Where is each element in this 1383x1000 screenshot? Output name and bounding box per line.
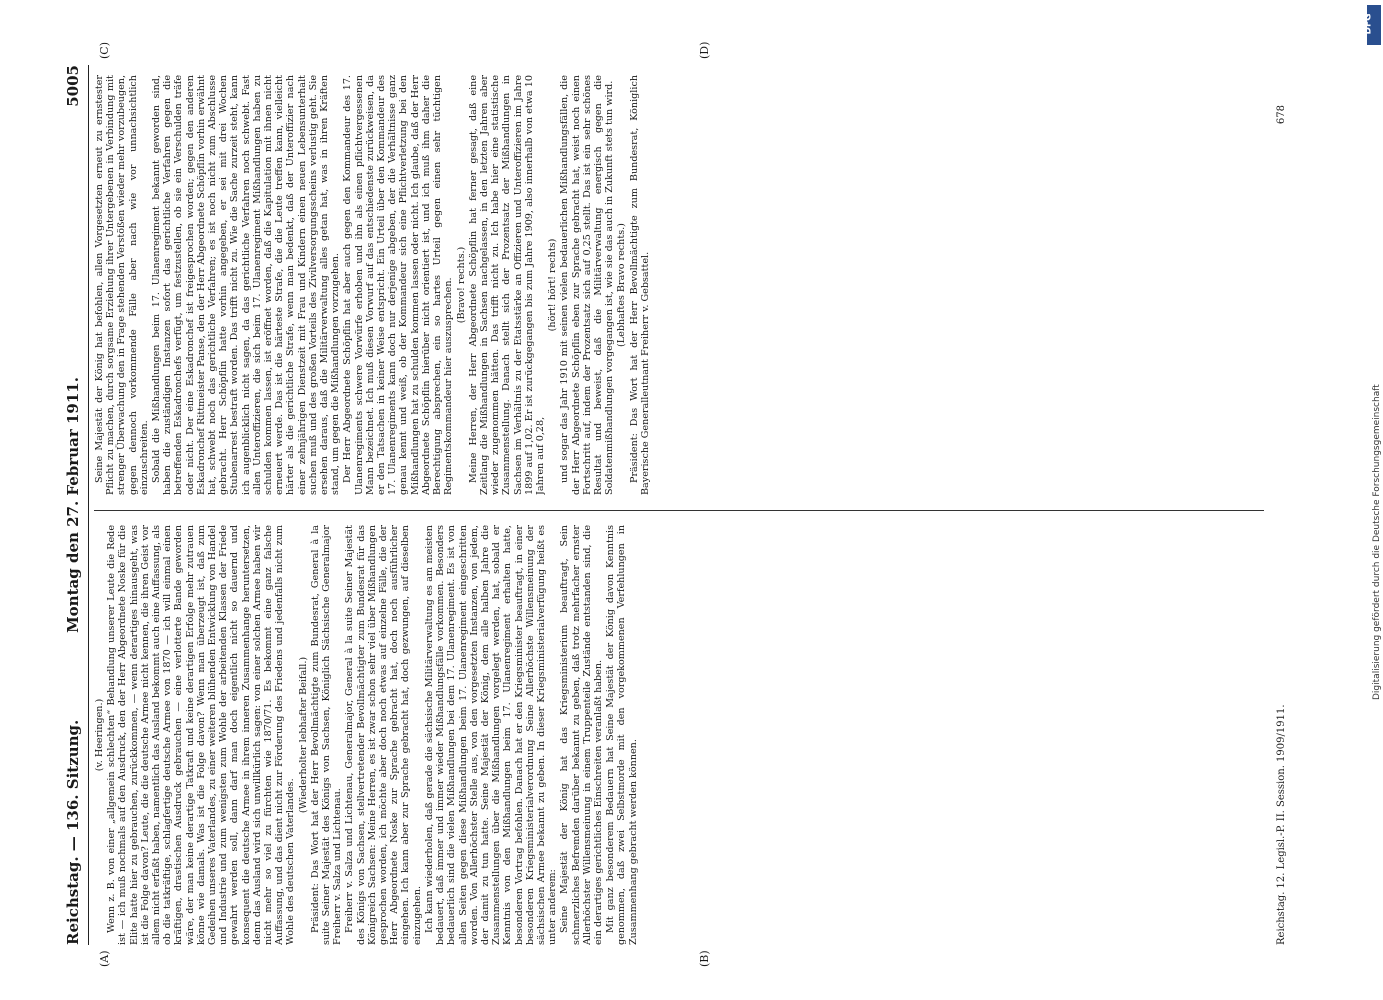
interjection-note: (hört! hört! rechts) [547, 238, 559, 332]
president-statement: Präsident: Das Wort hat der Herr Bevollmächtigte zum Bundesrat, General à la suite Seiner Majestät des Königs von Sachsen, Königlich Sächsische Generalmajor Freiherr v. Salza und Lichtenau. [309, 525, 344, 945]
dfg-logo [1363, 5, 1381, 45]
paragraph: Ich kann wiederholen, daß gerade die sächsische Militärverwaltung es am meisten bedauert, daß immer und immer wieder Mißhandlungsfälle vorkommen. Besonders bedauerlich sind die vielen Mißhandlungen bei dem 17. Ulanenregiment. Es ist von allen Seiten gegen diese Mißhandlungen beim 17. Ulanenregiment eingeschritten worden. Von Allerhöchster Stelle aus, von den vorgesetzten Instanzen, von jedem, der damit zu tun hatte. Seine Majestät der König, dem alle halben Jahre die Zusammenstellungen über die Mißhandlungen vorgelegt werden, hat, sobald er Kenntnis von den Mißhandlungen beim 17. Ulanenregiment erhalten hatte, besonderen Vortrag befohlen. Danach hat er den Kriegsminister beauftragt, in einer besonderen Kriegsministerialverordnung Seine Allerhöchste Willensmeinung der sächsischen Armee bekannt zu geben. In dieser Kriegsministerialverfügung heißt es unter anderem: [423, 525, 559, 945]
quoted-paragraph: Seine Majestät der König hat befohlen, allen Vorgesetzten erneut zu ernstester Pflicht zu machen, durch sorgsame Erziehung ihrer Untergebenen in Verbindung mit strenger Überwachung den in Frage stehenden Verstößen wieder mehr vorzubeugen, gegen dennoch vorkommende Fälle aber nach wie vor unnachsichtlich einzuschreiten. [94, 75, 150, 495]
paragraph: Der Herr Abgeordnete Schöpflin hat aber auch gegen den Kommandeur des 17. Ulanenregiments schwere Vorwürfe erhoben und ihn als einen pflichtvergessenen Mann bezeichnet. Ich muß diesen Vorwurf auf das entschiedenste zurückweisen, da er den Tatsachen in keiner Weise entspricht. Ein Urteil über den Kommandeur des 17. Ulanenregiments kann doch nur derjenige abgeben, der die Verhältnisse ganz genau kennt und weiß, ob der Kommandeur sich eine Pflichtverletzung bei den Mißhandlungen hat zu schulden kommen lassen oder nicht. Ich glaube, daß der Herr Abgeordnete Schöpflin hierüber nicht orientiert ist, und ich muß ihm daher die Berechtigung absprechen, ein so hartes Urteil gegen einen sehr tüchtigen Regimentskommandeur hier auszusprechen. [342, 75, 455, 495]
margin-mark-c: (C) [98, 42, 111, 59]
applause-note: (Bravo! rechts.) [455, 246, 467, 324]
margin-mark-a: (A) [98, 950, 111, 967]
digitization-attribution: Digitalisierung gefördert durch die Deutsche Forschungsgemeinschaft [1372, 384, 1382, 700]
margin-mark-d: (D) [698, 41, 711, 59]
footer-session: Reichstag. 12. Legisl.-P. II. Session. 1909/1911. [1276, 704, 1287, 945]
header-date: Montag den 27. Februar 1911. [64, 377, 82, 633]
quoted-paragraph: Mit ganz besonderem Bedauern hat Seine Majestät der König davon Kenntnis genommen, daß zwei Selbstmorde mit den vorgekommenen Verfehlungen in Zusammenhang gebracht werden können. [605, 525, 639, 945]
header-rule [88, 65, 89, 945]
rotated-document-page [58, 41, 1308, 967]
dfg-logo-text: DFG [1363, 13, 1374, 35]
paragraph: Freiherr v. Salza und Lichtenau, Generalmajor, General à la suite Seiner Majestät des Königs von Sachsen, stellvertretender Bevollmächtigter zum Bundesrat für das Königreich Sachsen: Meine Herren, es ist zwar schon sehr viel über Mißhandlungen gesprochen worden, ich möchte aber doch noch etwas auf einzelne Fälle, die der Herr Abgeordnete Noske zur Sprache gebracht hat, doch noch ausführlicher eingehen. Ich kann aber zur Sprache gebracht hat, doch gezwungen, auf dieselben einzugehen. [344, 525, 423, 945]
paragraph: und sogar das Jahr 1910 mit seinen vielen bedauerlichen Mißhandlungsfällen, die der Herr Abgeordnete Schöpflin eben zur Sprache gebracht hat, weist noch einen Fortschritt auf, indem der Prozentsatz sich auf 0,25 stellt. Das ist ein sehr schönes Resultat und beweist, daß die Militärverwaltung energisch gegen die Soldatenmißhandlungen vorgegangen ist, wie sie das auch in Zukunft stets tun wird. [559, 75, 616, 495]
text-column-right [94, 75, 1274, 495]
paragraph: Sobald die Mißhandlungen beim 17. Ulanenregiment bekannt geworden sind, haben die zuständigen Instanzen sofort das gerichtliche Verfahren gegen die betreffenden Eskadronchefs verfügt, um festzustellen, ob sie ein Verschulden träfe oder nicht. Der eine Eskadronchef ist freigesprochen worden; gegen den anderen Eskadronchef Rittmeister Panse, den der Herr Abgeordnete Schöpflin vorhin erwähnt hat, schwebt noch das gerichtliche Verfahren; es ist noch nicht zum Abschlusse gebracht. Herr Schöpflin hatte vorhin angegeben, er sei mit drei Wochen Stubenarrest bestraft worden. Das trifft nicht zu. Wie die Sache zurzeit steht, kann ich augenblicklich nicht sagen, da das gerichtliche Verfahren noch schwebt. Fast allen Unteroffizieren, die sich beim 17. Ulanenregiment Mißhandlungen haben zu schulden kommen lassen, ist eröffnet worden, daß die Kapitulation mit ihnen nicht erneuert werde. Das ist die härteste Strafe, die die Leute treffen kann, vielleicht härter als die gerichtliche Strafe, wenn man bedenkt, daß der Unteroffizier nach einer zehnjährigen Dienstzeit mit Frau und Kindern einen neuen Lebensunterhalt suchen muß und des großen Vorteils des Zivilversorgungsscheins verlustig geht. Sie ersehen daraus, daß die Militärverwaltung alles getan hat, was in ihren Kräften stand, um gegen die Mißhandlungen vorzugehen. [151, 75, 342, 495]
page-header [58, 65, 88, 945]
president-statement: Präsident: Das Wort hat der Herr Bevollmächtigte zum Bundesrat, Königlich Bayerische Generalleutnant Freiherr v. Gebsattel. [628, 75, 651, 495]
paragraph: Meine Herren, der Herr Abgeordnete Schöpflin hat ferner gesagt, daß eine Zeitlang die Mißhandlungen in Sachsen nachgelassen, in den letzten Jahren aber wieder zugenommen hätten. Das trifft nicht zu. Ich habe hier eine statistische Zusammenstellung. Danach stellt sich der Prozentsatz der Mißhandlungen in Sachsen im Verhältnis zu der Etatsstärke an Offizieren und Unteroffizieren im Jahre 1899 auf 1,02. Er ist zurückgegangen bis zum Jahre 1909, also innerhalb von etwa 10 Jahren auf 0,28, [467, 75, 546, 495]
speaker-tag: (v. Heeringen.) [94, 698, 105, 772]
margin-mark-b: (B) [698, 950, 711, 967]
header-publication: Reichstag. — 136. Sitzung. [64, 719, 82, 945]
footer-number: 678 [1276, 105, 1287, 125]
page-number: 5005 [64, 65, 82, 107]
applause-note: (Wiederholter lebhafter Beifall.) [297, 656, 309, 814]
quoted-paragraph: Seine Majestät der König hat das Kriegsministerium beauftragt, Sein schmerzliches Befremden darüber bekannt zu geben, daß trotz mehrfacher ernster Allerhöchster Willensmeinung in einem Truppenteile Zustände entstanden sind, die ein derartiges gerichtliches Einschreiten veranlaßt haben. [559, 525, 604, 945]
text-column-left [94, 525, 1274, 945]
paragraph: Wenn z. B. von einer „allgemein schlechten“ Behandlung unserer Leute die Rede ist — ich muß nochmals auf den Ausdruck, den der Herr Abgeordnete Noske für die Elite hatte hier zu gebrauchen, zurückkommen, — wenn derartiges hinausgeht, was ist die Folge davon? Leute, die die deutsche Armee nicht kennen, die ihren Geist vor allem nicht erfaßt haben, namentlich das Ausland bekommt auch eine Auffassung, als ob die tatkräftige, schlagfertige deutsche Armee von 1870 — ich will einmal einen kräftigen, drastischen Ausdruck gebrauchen — eine verlotterte Bande geworden wäre, der man keine derartige Tatkraft und keine derartigen Erfolge mehr zutrauen könne wie damals. Was ist die Folge davon? Wenn man überzeugt ist, daß zum Gedeihen unseres Vaterlandes, zu einer weiteren blühenden Entwicklung von Handel und Industrie und zum wenigsten zum Wohle der arbeitenden Klassen der Friede gewahrt werden soll, dann darf man doch eigentlich nicht so dauernd und konsequent die deutsche Armee in ihrem inneren Zusammenhange heruntersetzen, denn das Ausland wird sich unwillkürlich sagen: von einer solchen Armee haben wir nicht mehr so viel zu fürchten wie 1870/71. Es bekommt eine ganz falsche Auffassung, und das dient nicht zur Förderung des Friedens und jedenfalls nicht zum Wohle des deutschen Vaterlandes. [106, 525, 297, 945]
column-divider [94, 510, 1264, 511]
applause-note: (Lebhaftes Bravo rechts.) [616, 223, 628, 347]
